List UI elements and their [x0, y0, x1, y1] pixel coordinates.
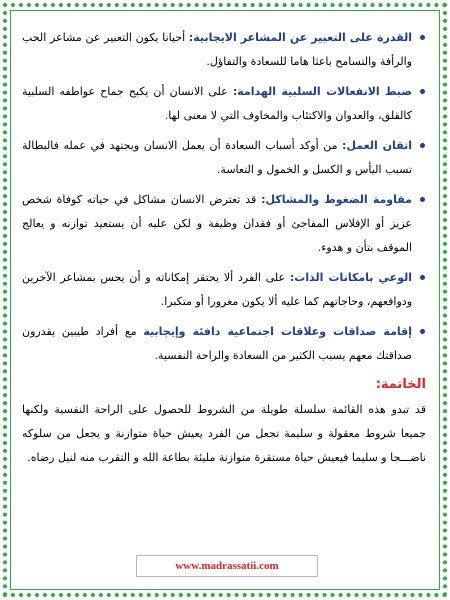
item-term: ضبط الانفعالات السلبية الهدامة:: [232, 85, 412, 98]
bullet-icon: [420, 275, 425, 280]
item-term: مقاومة الضغوط والمشاكل:: [261, 193, 412, 206]
bullet-icon: [420, 329, 425, 334]
list-item: [22, 266, 426, 314]
bullet-icon: [420, 143, 425, 148]
item-text: مع أفراد طيبين يقدرون صداقتك معهم يسبب الكثير من السعادة والراحة النفسية.: [22, 325, 412, 362]
conclusion-paragraph: قد تبدو هذه القائمة سلسلة طويلة من الشروط للحصول على الراحة النفسية ولكنها جميعا شروط معقولة و سليمة تجعل من الفرد يعيش حياة متوازنة و يجعل من سلوكه ناضـــجا و سليما فيعيش حياة مستقرة متوازنة مليئة بطاعة الله و التقرب منه لنيل رضاه.: [22, 403, 426, 464]
conclusion-heading: الخاتمة:: [375, 377, 426, 392]
item-term: القدرة على التعبير عن المشاعر الايجابية:: [188, 31, 412, 44]
list-item: [22, 320, 426, 368]
item-text: على الانسان أن يكبح جماح عواطفه السلبية كالقلق، والعدوان والاكتئاب والمخاوف التي لا معنى لها.: [22, 85, 412, 122]
list-item: [22, 134, 426, 182]
item-text: على الفرد ألا يحتقر إمكاناته و أن يحس بمشاعر الآخرين ودوافعهم، وحاجاتهم كما عليه ألا يكون مغرورا أو متكبرا.: [22, 271, 412, 308]
item-term: إقامة صداقات وعلاقات اجتماعية دافئة وإيجابية: [143, 325, 412, 338]
item-term: اتقان العمل:: [342, 139, 412, 152]
document-body: [22, 26, 426, 470]
item-term: الوعي بامكانات الذات:: [289, 271, 412, 284]
list-item: [22, 188, 426, 260]
list-item: [22, 80, 426, 128]
bullet-icon: [420, 35, 425, 40]
item-text: قد تعترض الانسان مشاكل في حياته كوفاة شخص عزيز أو الإفلاس المفاجئ أو فقدان وظيفة و لكن عليه أن يستعيد توازنه و يعالج الموقف بتأن و هدوء.: [22, 193, 412, 254]
item-text: من أوكد أسباب السعادة أن يعمل الانسان ويجتهد في عمله فالبطالة تسبب اليأس و الكسل و الخمول و التعاسة.: [22, 139, 412, 176]
bullet-icon: [420, 89, 425, 94]
item-text: أحيانا يكون التعبير عن مشاعر الحب والرأفة والتسامح باعثا هاما للسعادة والتفاؤل.: [22, 31, 412, 68]
website-link[interactable]: www.madrassatii.com: [136, 555, 318, 577]
list-item: [22, 26, 426, 74]
bullet-icon: [420, 197, 425, 202]
